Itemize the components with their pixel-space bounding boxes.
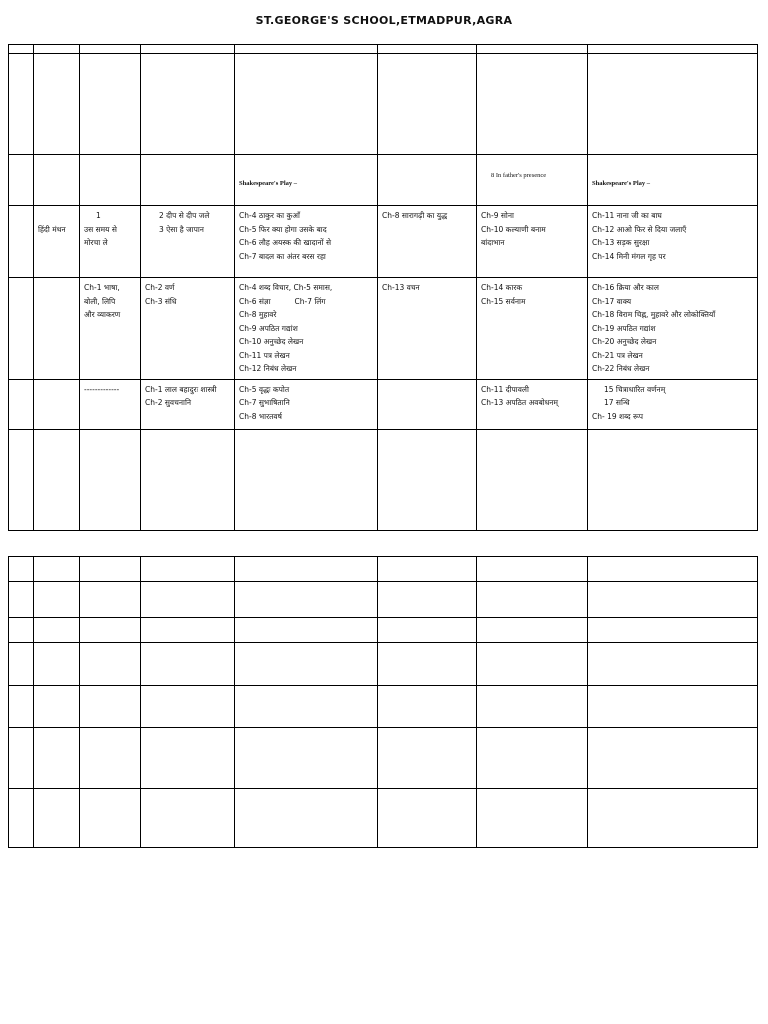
cell-text: हिंदी मंथन bbox=[38, 225, 66, 234]
cell-text: उस समय से bbox=[84, 224, 117, 234]
table-row bbox=[9, 429, 758, 530]
cell-text: Ch-4 शब्द विचार, Ch-5 समास, bbox=[239, 283, 333, 292]
table-row bbox=[9, 206, 758, 278]
table-row bbox=[9, 582, 758, 618]
cell-text: Ch-14 मिनी मंगल गृह पर bbox=[592, 251, 666, 261]
table-row bbox=[9, 155, 758, 206]
cell-text: Ch-2 वर्ण bbox=[145, 283, 175, 292]
cell-text: बांदाभान bbox=[481, 238, 505, 247]
cell-text: Ch-8 भारतवर्ष bbox=[239, 411, 282, 421]
cell-text: Ch-19 अपठित गद्यांश bbox=[592, 323, 656, 333]
table-row bbox=[9, 686, 758, 728]
syllabus-table bbox=[8, 44, 758, 531]
school-title: ST.GEORGE'S SCHOOL,ETMADPUR,AGRA bbox=[255, 14, 513, 27]
blank-table bbox=[8, 556, 758, 848]
cell-text: 17 सन्धि bbox=[604, 398, 630, 407]
cell-text: Ch-20 अनुच्छेद लेखन bbox=[592, 337, 657, 346]
cell-text: Ch-5 वृद्धः कपोत bbox=[239, 384, 290, 394]
cell-text: Ch-1 लाल बहादुरः शास्त्री bbox=[145, 384, 217, 394]
cell-text: मोरचा ले bbox=[84, 238, 108, 247]
cell-text: Ch-8 सारागढ़ी का युद्ध bbox=[382, 211, 448, 220]
table-row bbox=[9, 278, 758, 380]
cell-text: 3 ऐसा है जापान bbox=[159, 224, 204, 234]
table-row bbox=[9, 379, 758, 429]
cell-text: Ch-11 नाना जी का बाघ bbox=[592, 211, 662, 220]
cell-text: Ch-16 क्रिया और काल bbox=[592, 283, 659, 292]
cell-text: Ch-21 पत्र लेखन bbox=[592, 350, 643, 360]
cell-text: Ch-10 कल्याणी बनाम bbox=[481, 224, 546, 234]
cell-text: Ch-18 विराम चिह्न, मुहावरे और लोकोक्तियाँ bbox=[592, 310, 716, 319]
table-row bbox=[9, 557, 758, 582]
table-row bbox=[9, 45, 758, 54]
cell-text: Ch-4 ठाकुर का कुआँ bbox=[239, 211, 300, 220]
cell-text: 15 चित्राधारित वर्णनम् bbox=[604, 384, 666, 394]
cell-text: ------------- bbox=[84, 384, 120, 394]
cell-text: और व्याकरण bbox=[84, 310, 121, 319]
cell-text: Ch-15 सर्वनाम bbox=[481, 296, 526, 306]
table-row bbox=[9, 789, 758, 848]
cell-text: Ch-11 पत्र लेखन bbox=[239, 350, 290, 360]
cell-text: 1 bbox=[96, 211, 101, 220]
table-row bbox=[9, 643, 758, 686]
cell-text: Ch-13 वचन bbox=[382, 283, 420, 292]
cell-text: Ch-17 वाक्य bbox=[592, 296, 632, 306]
cell-text: Ch-22 निबंध लेखन bbox=[592, 364, 650, 373]
cell-text: Ch-13 सड़क सुरक्षा bbox=[592, 238, 650, 247]
cell-text: 2 दीप से दीप जले bbox=[159, 211, 210, 220]
cell-text: Ch-9 अपठित गद्यांश bbox=[239, 323, 298, 333]
cell-text: Ch-12 निबंध लेखन bbox=[239, 364, 297, 373]
table-row bbox=[9, 54, 758, 155]
cell-text: Shakespeare's Play – bbox=[592, 180, 651, 187]
cell-text: Ch-6 लौह अयस्क की खादानों से bbox=[239, 238, 332, 247]
cell-text: Ch-11 दीपावली bbox=[481, 384, 529, 394]
table-row bbox=[9, 618, 758, 643]
cell-text: Ch-7 बादल का अंतर बरस रहा bbox=[239, 251, 326, 261]
table-row bbox=[9, 728, 758, 789]
cell-text: बोली, लिपि bbox=[84, 296, 116, 306]
cell-text: Shakespeare's Play – bbox=[239, 180, 298, 187]
cell-text: Ch-1 भाषा, bbox=[84, 283, 120, 292]
cell-text: Ch-8 मुहावरे bbox=[239, 310, 277, 319]
cell-text: Ch-13 अपठित अवबोधनम् bbox=[481, 398, 558, 407]
cell-text: Ch-5 फिर क्या होगा उसके बाद bbox=[239, 224, 327, 234]
cell-text: Ch-9 सोना bbox=[481, 211, 514, 220]
cell-text: 8 In father's presence bbox=[491, 172, 547, 179]
cell-text: Ch-6 संज्ञा Ch-7 लिंग bbox=[239, 296, 326, 306]
cell-text: Ch-2 सुवचनानि bbox=[145, 398, 192, 407]
cell-text: Ch-7 सुभाषितानि bbox=[239, 398, 290, 407]
cell-text: Ch-3 संधि bbox=[145, 296, 177, 306]
cell-text: Ch-14 कारक bbox=[481, 283, 523, 292]
cell-text: Ch- 19 शब्द रूप bbox=[592, 411, 644, 421]
cell-text: Ch-10 अनुच्छेद लेखन bbox=[239, 337, 304, 346]
cell-text: Ch-12 आओ फिर से दिया जलाएँ bbox=[592, 224, 687, 234]
